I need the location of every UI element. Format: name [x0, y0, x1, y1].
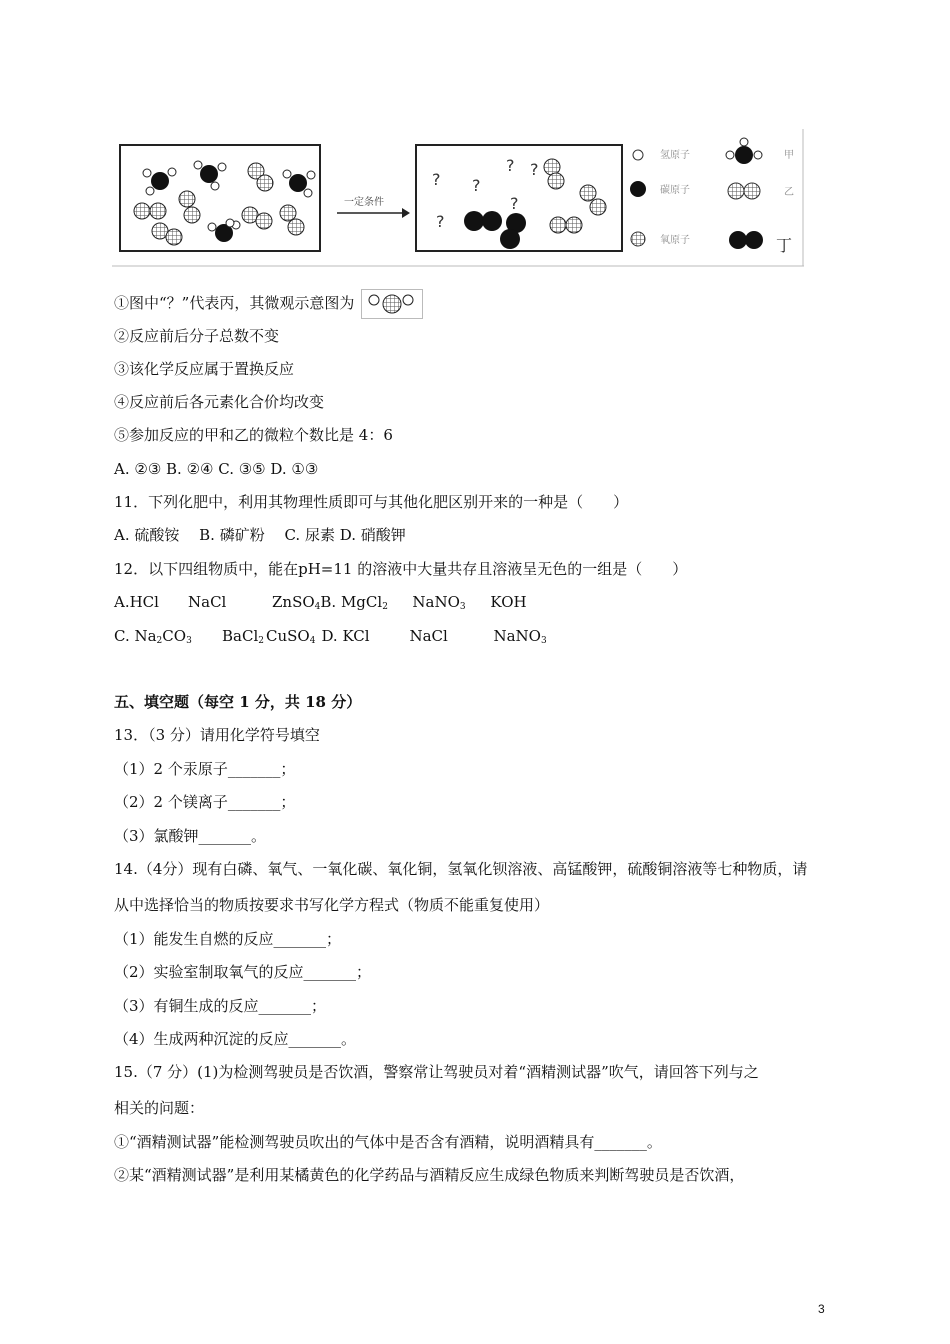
statement-3: ③该化学反应属于置换反应 [114, 360, 295, 378]
statement-2: ②反应前后分子总数不变 [114, 327, 280, 345]
oxygen-molecule [544, 159, 564, 189]
molecule-jia-icon [726, 138, 762, 164]
legend [630, 138, 794, 255]
unknown-molecule: ? [432, 170, 441, 189]
methane-molecule [283, 170, 315, 197]
molecule-ding-icon [729, 231, 763, 249]
svg-text:甲: 甲 [784, 150, 794, 161]
methane-molecule [143, 168, 176, 195]
molecule-yi-icon [728, 183, 760, 199]
unknown-molecule: ? [530, 160, 539, 179]
oxygen-molecule [179, 191, 200, 223]
reaction-arrow [337, 195, 410, 218]
carbon-atom-icon [630, 181, 646, 197]
carbon-molecule [464, 211, 502, 231]
carbon-molecule [500, 213, 526, 249]
oxygen-atom-icon [631, 232, 645, 246]
q15-item-1: ①“酒精测试器”能检测驾驶员吹出的气体中是否含有酒精，说明酒精具有_______。 [114, 1133, 662, 1151]
q13-item-1: （1）2 个汞原子_______； [114, 760, 296, 778]
svg-text:碳原子: 碳原子 [660, 185, 690, 196]
q10-options: A. ②③ B. ②④ C. ③⑤ D. ①③ [114, 460, 319, 478]
q15-item-2: ②某“酒精测试器”是利用某橘黄色的化学药品与酒精反应生成绿色物质来判断驾驶员是否饮酒， [114, 1166, 745, 1184]
q14-item-4: （4）生成两种沉淀的反应_______。 [114, 1030, 357, 1048]
bing-molecule-icon [361, 289, 423, 319]
q14-item-1: （1）能发生自燃的反应_______； [114, 930, 342, 948]
svg-text:乙: 乙 [784, 187, 794, 198]
q15-stem: 15.（7 分）(1)为检测驾驶员是否饮酒，警察常让驾驶员对着“酒精测试器”吹气，请回答下列与之 [114, 1063, 759, 1081]
page-number: 3 [818, 1302, 825, 1316]
oxygen-molecule [248, 163, 273, 191]
section-title: 五、填空题（每空 1 分，共 18 分） [114, 693, 362, 711]
q14-stem-cont: 从中选择恰当的物质按要求书写化学方程式（物质不能重复使用） [114, 896, 550, 914]
arrow-label: 一定条件 [344, 197, 384, 208]
q13-item-2: （2）2 个镁离子_______； [114, 793, 296, 811]
oxygen-molecule [134, 203, 166, 219]
q12-options-cd: C. $Na_2CO_3$ BaCl$_2$ CuSO$_4$ D. KCl NaCl NaNO$_3$ [114, 627, 547, 646]
q11-options: A. 硫酸铵 B. 磷矿粉 C. 尿素 D. 硝酸钾 [114, 526, 406, 544]
statement-5: ⑤参加反应的甲和乙的微粒个数比是 4：6 [114, 426, 393, 444]
hydrogen-atom-icon [633, 150, 643, 160]
methane-molecule [208, 219, 240, 242]
q11-stem: 11．下列化肥中，利用其物理性质即可与其他化肥区别开来的一种是（ ） [114, 493, 629, 511]
oxygen-molecule [580, 185, 606, 215]
statement-4: ④反应前后各元素化合价均改变 [114, 393, 325, 411]
unknown-molecule: ? [472, 176, 481, 195]
oxygen-molecule [550, 217, 582, 233]
q14-stem: 14.（4分）现有白磷、氧气、一氧化碳、氧化铜，氢氧化钡溶液、高锰酸钾，硫酸铜溶液等七种物质，请 [114, 860, 808, 878]
q15-stem-cont: 相关的问题： [114, 1099, 205, 1117]
q12-stem: 12．以下四组物质中，能在pH=11 的溶液中大量共存且溶液呈无色的一组是（ ） [114, 560, 688, 578]
unknown-molecule: ? [436, 212, 445, 231]
q13-item-3: （3）氯酸钾_______。 [114, 827, 267, 845]
unknown-molecule: ? [510, 194, 519, 213]
statement-1: ①图中“？”代表丙，其微观示意图为 [114, 289, 423, 319]
svg-text:氢原子: 氢原子 [660, 150, 690, 161]
oxygen-molecule [152, 223, 182, 245]
q14-item-3: （3）有铜生成的反应_______； [114, 997, 327, 1015]
reaction-diagram [112, 127, 804, 267]
svg-text:氧原子: 氧原子 [660, 235, 690, 246]
unknown-molecule: ? [506, 156, 515, 175]
q12-options-ab: A.HCl NaCl ZnSO$_4$B. MgCl$_2$ NaNO$_3$ KOH [114, 593, 527, 612]
oxygen-molecule [280, 205, 304, 235]
svg-text:丁: 丁 [776, 236, 793, 255]
q14-item-2: （2）实验室制取氧气的反应_______； [114, 963, 372, 981]
methane-molecule [194, 161, 226, 190]
q13-stem: 13．（3 分）请用化学符号填空 [114, 726, 320, 744]
oxygen-molecule [242, 207, 272, 229]
